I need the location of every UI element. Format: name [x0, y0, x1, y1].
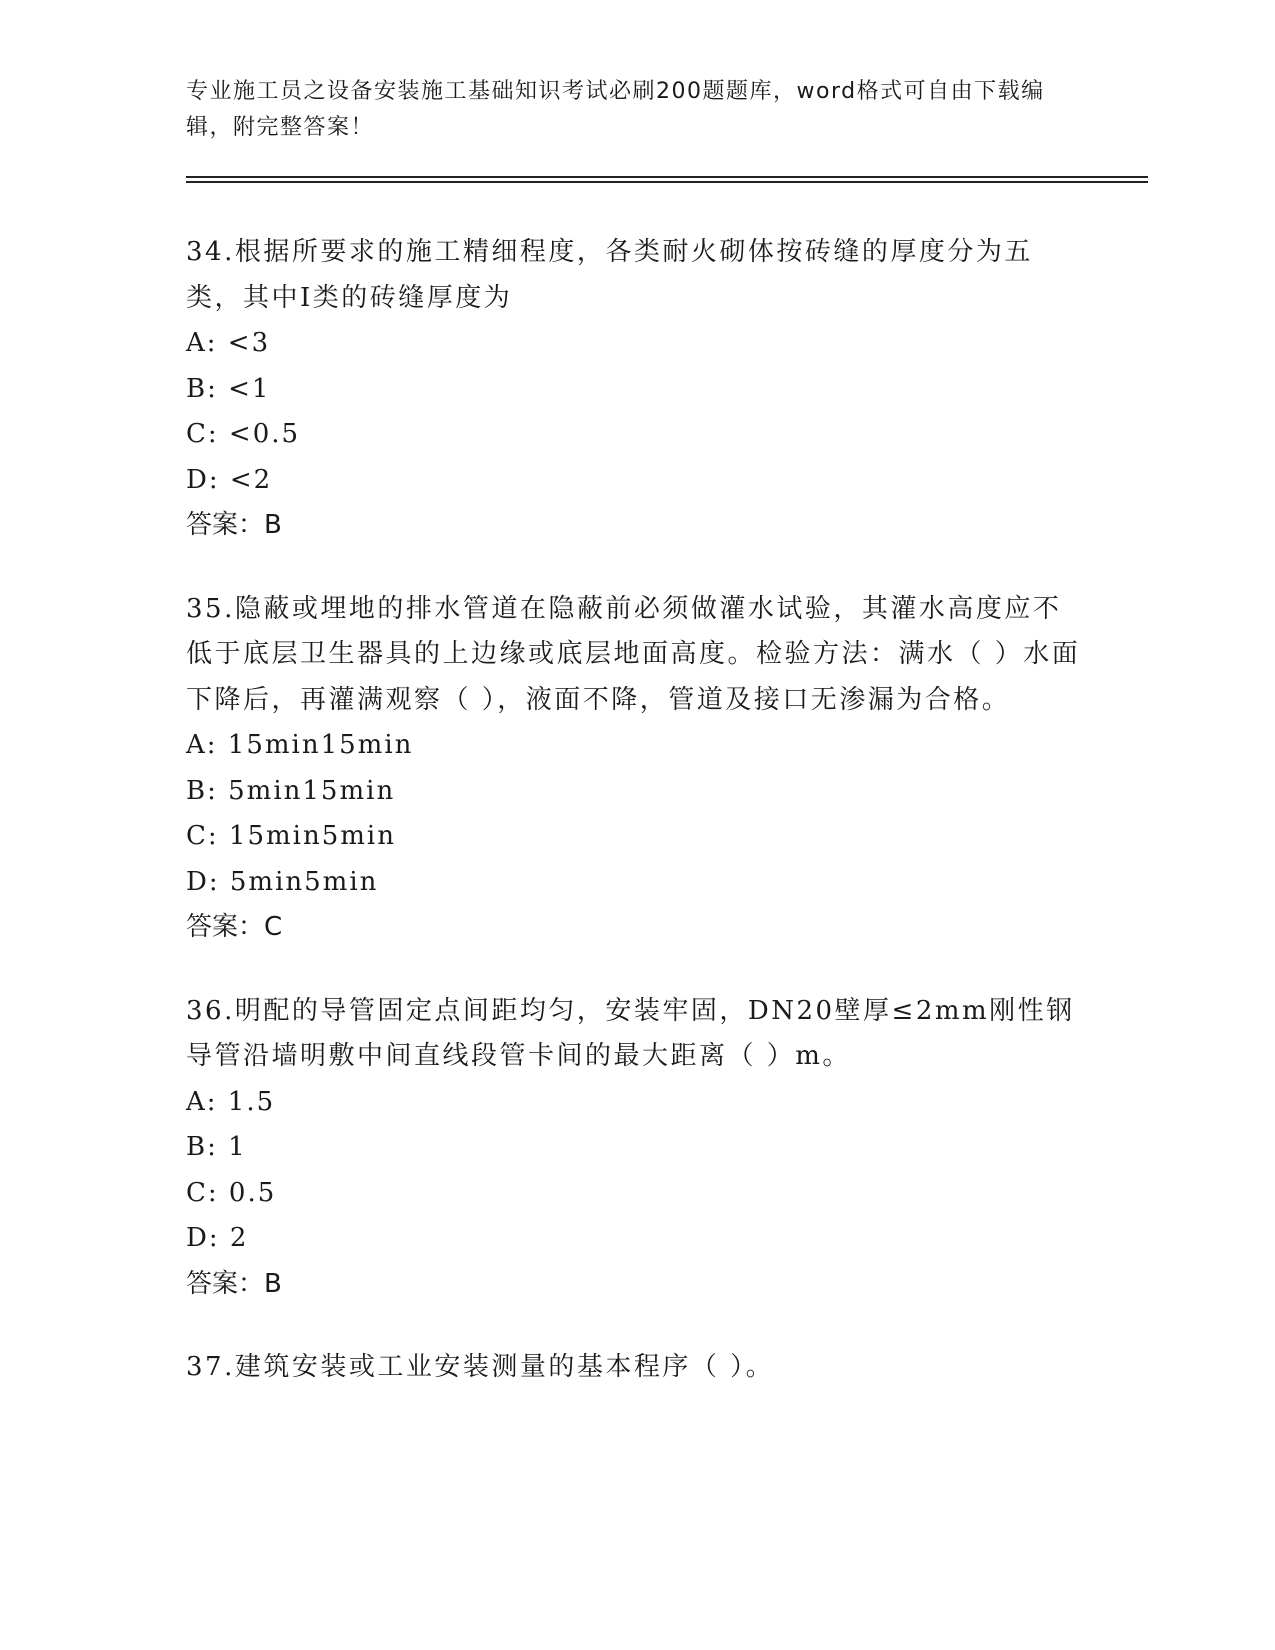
question-37 — [186, 1345, 1086, 1391]
option-a: A: 1.5 — [186, 1086, 276, 1117]
answer: 答案：C — [186, 912, 283, 942]
document-header — [186, 74, 1086, 146]
question-list — [186, 230, 1086, 1429]
question-stem: 36.明配的导管固定点间距均匀，安装牢固，DN20壁厚≤2mm刚性钢导管沿墙明敷中间直线段管卡间的最大距离（ ）m。 — [186, 995, 1075, 1071]
answer: 答案：B — [186, 510, 282, 540]
question-36 — [186, 989, 1086, 1308]
option-c: C: 15min5min — [186, 821, 396, 851]
question-35 — [186, 587, 1086, 951]
option-d: D: 5min5min — [186, 866, 379, 897]
option-c: C: 0.5 — [186, 1177, 277, 1208]
option-b: B: <1 — [186, 373, 271, 404]
answer: 答案：B — [186, 1268, 282, 1299]
header-divider-top — [186, 176, 1148, 178]
question-stem: 34.根据所要求的施工精细程度，各类耐火砌体按砖缝的厚度分为五类，其中Ⅰ类的砖缝厚度为 — [186, 237, 1033, 313]
option-b: B: 5min15min — [186, 775, 396, 806]
question-34 — [186, 230, 1086, 549]
question-stem: 37.建筑安装或工业安装测量的基本程序（ ）。 — [186, 1352, 775, 1382]
option-b: B: 1 — [186, 1132, 247, 1162]
header-divider-bottom — [186, 181, 1148, 183]
option-a: A: <3 — [186, 328, 271, 358]
option-a: A: 15min15min — [186, 730, 414, 760]
option-d: D: 2 — [186, 1223, 249, 1253]
question-stem: 35.隐蔽或埋地的排水管道在隐蔽前必须做灌水试验，其灌水高度应不低于底层卫生器具的上边缘或底层地面高度。检验方法：满水（ ）水面下降后，再灌满观察（ ），液面不降，管道及接口无渗漏为合格。 — [186, 593, 1081, 715]
option-d: D: <2 — [186, 464, 273, 495]
header-title: 专业施工员之设备安装施工基础知识考试必刷200题题库，word格式可自由下载编辑，附完整答案！ — [186, 79, 1045, 140]
option-c: C: <0.5 — [186, 419, 301, 449]
